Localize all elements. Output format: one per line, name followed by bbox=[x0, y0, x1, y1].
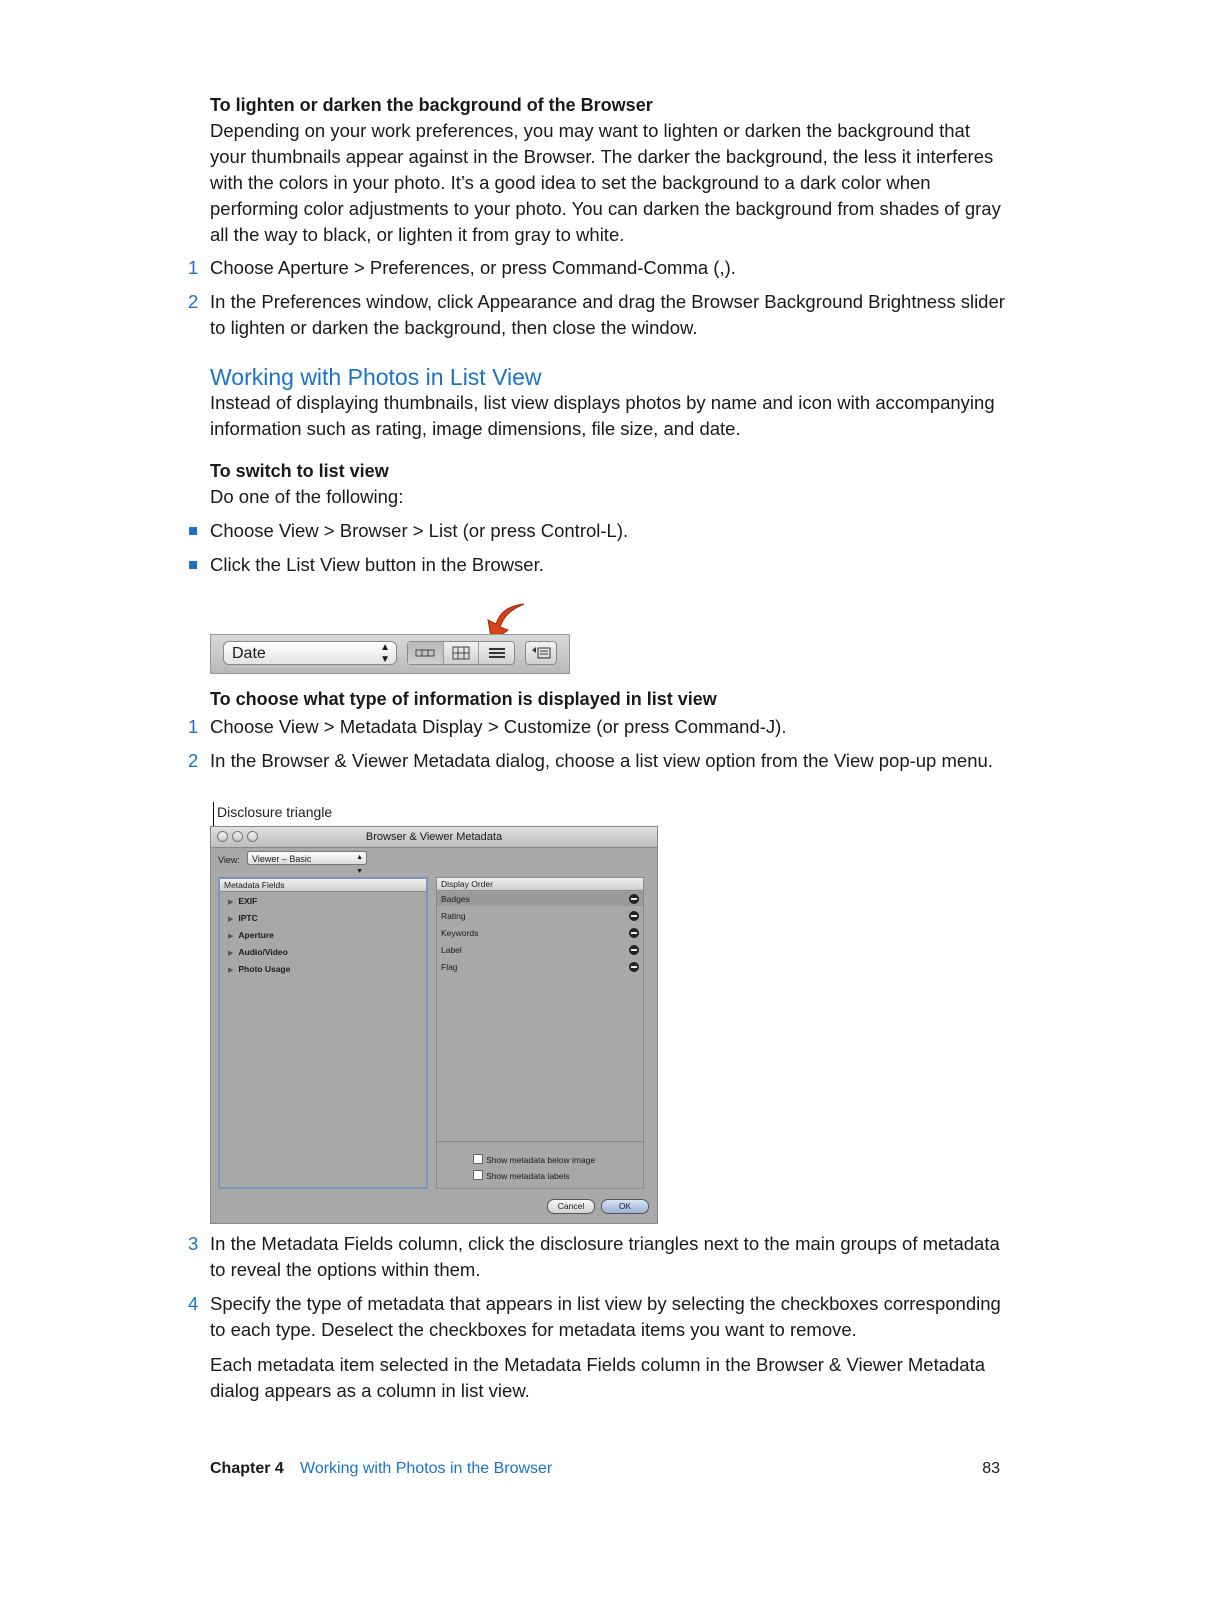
task-title-background: To lighten or darken the background of the Browser bbox=[210, 95, 653, 115]
step-text: Choose View > Metadata Display > Customize (or press Command-J). bbox=[210, 716, 787, 737]
pane-divider bbox=[437, 1141, 643, 1142]
field-label: EXIF bbox=[238, 896, 258, 906]
bullet-text: Click the List View button in the Browser. bbox=[210, 554, 544, 575]
order-item-keywords[interactable] bbox=[437, 926, 643, 940]
filmstrip-view-button[interactable] bbox=[408, 642, 444, 664]
step-number: 1 bbox=[188, 257, 199, 278]
metadata-dialog bbox=[210, 826, 658, 1224]
dialog-title: Browser & Viewer Metadata bbox=[365, 831, 503, 843]
display-order-pane bbox=[436, 877, 644, 1189]
lead-text: Do one of the following: bbox=[210, 486, 404, 507]
zoom-icon[interactable] bbox=[247, 831, 258, 842]
swap-viewer-button[interactable] bbox=[525, 641, 557, 665]
field-photo-usage[interactable] bbox=[228, 962, 290, 976]
grid-view-button[interactable] bbox=[444, 642, 480, 664]
disclosure-triangle-icon[interactable]: ▶ bbox=[228, 933, 234, 940]
disclosure-triangle-icon[interactable]: ▶ bbox=[228, 916, 234, 923]
bullet-text: Choose View > Browser > List (or press Control-L). bbox=[210, 520, 629, 541]
checkbox-label: Show metadata labels bbox=[486, 1171, 570, 1181]
paragraph-note: Each metadata item selected in the Metadata Fields column in the Browser & Viewer Metadata dialog appears as a column in list view. bbox=[210, 1354, 986, 1401]
step-number: 2 bbox=[188, 750, 199, 771]
order-item-label[interactable] bbox=[437, 943, 643, 957]
step-number: 4 bbox=[188, 1293, 199, 1314]
remove-icon[interactable] bbox=[629, 928, 639, 938]
disclosure-triangle-icon[interactable]: ▶ bbox=[228, 967, 234, 974]
order-label: Flag bbox=[441, 962, 458, 972]
field-label: Audio/Video bbox=[238, 947, 288, 957]
field-aperture[interactable] bbox=[228, 928, 274, 942]
task-title-list-view: To switch to list view bbox=[210, 461, 389, 481]
order-label: Keywords bbox=[441, 928, 479, 938]
checkbox-labels[interactable] bbox=[473, 1170, 570, 1182]
footer-chapter: Chapter 4 bbox=[210, 1460, 284, 1477]
checkbox-label: Show metadata below image bbox=[486, 1155, 596, 1165]
page-number: 83 bbox=[982, 1460, 1000, 1477]
display-order-header: Display Order bbox=[437, 878, 643, 891]
view-label: View: bbox=[218, 855, 240, 865]
section-heading: Working with Photos in List View bbox=[210, 364, 542, 390]
field-label: Photo Usage bbox=[238, 964, 291, 974]
bullet-icon bbox=[189, 527, 197, 535]
field-label: Aperture bbox=[238, 930, 274, 940]
field-exif[interactable] bbox=[228, 894, 257, 908]
footer-chapter-title[interactable]: Working with Photos in the Browser bbox=[300, 1460, 553, 1477]
callout-label: Disclosure triangle bbox=[217, 804, 333, 820]
swap-icon bbox=[530, 646, 552, 660]
step-number: 3 bbox=[188, 1233, 199, 1254]
view-mode-segmented-control bbox=[407, 641, 515, 665]
metadata-fields-header: Metadata Fields bbox=[220, 879, 426, 892]
field-audio-video[interactable] bbox=[228, 945, 288, 959]
paragraph-intro: Instead of displaying thumbnails, list view displays photos by name and icon with accompanying information such as rating, image dimensions, file size, and date. bbox=[210, 392, 995, 439]
remove-icon[interactable] bbox=[629, 911, 639, 921]
popup-arrows-icon: ▲ ▼ bbox=[356, 854, 363, 875]
step-text: In the Preferences window, click Appearance and drag the Browser Background Brightness slider to lighten or darken the background, then close the window. bbox=[210, 291, 1005, 338]
step-number: 2 bbox=[188, 291, 199, 312]
paragraph-background: Depending on your work preferences, you may want to lighten or darken the background that your thumbnails appear against in the Browser. The darker the background, the less it interferes with the colors in your photo. It’s a good idea to set the background to a dark color when performing color adjustments to your photo. You can darken the background from shades of gray all the way to black, or lighten it from gray to white. bbox=[210, 120, 1001, 245]
disclosure-triangle-icon[interactable]: ▶ bbox=[228, 950, 234, 957]
dialog-titlebar bbox=[211, 827, 657, 848]
order-item-badges[interactable] bbox=[437, 892, 643, 906]
order-item-flag[interactable] bbox=[437, 960, 643, 974]
task-title-metadata: To choose what type of information is displayed in list view bbox=[210, 689, 717, 709]
field-label: IPTC bbox=[238, 913, 258, 923]
popup-arrows-icon: ▲ ▼ bbox=[380, 642, 390, 665]
sort-popup-value: Date bbox=[232, 645, 266, 662]
step-text: Choose Aperture > Preferences, or press Command-Comma (,). bbox=[210, 257, 736, 278]
checkbox[interactable] bbox=[473, 1154, 483, 1164]
field-iptc[interactable] bbox=[228, 911, 258, 925]
minimize-icon[interactable] bbox=[232, 831, 243, 842]
close-icon[interactable] bbox=[217, 831, 228, 842]
view-popup[interactable] bbox=[247, 851, 367, 875]
list-icon bbox=[488, 647, 506, 659]
checkbox-below-image[interactable] bbox=[473, 1154, 595, 1166]
bullet-icon bbox=[189, 561, 197, 569]
metadata-fields-pane bbox=[218, 877, 428, 1189]
order-label: Label bbox=[441, 945, 462, 955]
sort-popup[interactable] bbox=[223, 641, 397, 665]
order-label: Rating bbox=[441, 911, 466, 921]
remove-icon[interactable] bbox=[629, 945, 639, 955]
order-label: Badges bbox=[441, 894, 470, 904]
browser-toolbar bbox=[210, 634, 570, 674]
order-item-rating[interactable] bbox=[437, 909, 643, 923]
cancel-button[interactable]: Cancel bbox=[547, 1199, 595, 1214]
remove-icon[interactable] bbox=[629, 962, 639, 972]
list-view-button[interactable] bbox=[479, 642, 514, 664]
grid-icon bbox=[452, 646, 470, 660]
step-text: In the Browser & Viewer Metadata dialog, choose a list view option from the View pop-up menu. bbox=[210, 750, 993, 771]
step-number: 1 bbox=[188, 716, 199, 737]
checkbox[interactable] bbox=[473, 1170, 483, 1180]
remove-icon[interactable] bbox=[629, 894, 639, 904]
filmstrip-icon bbox=[415, 648, 435, 658]
step-text: In the Metadata Fields column, click the disclosure triangles next to the main groups of metadata to reveal the options within them. bbox=[210, 1233, 1000, 1280]
view-popup-value: Viewer – Basic bbox=[252, 854, 312, 864]
ok-button[interactable]: OK bbox=[601, 1199, 649, 1214]
disclosure-triangle-icon[interactable]: ▶ bbox=[228, 899, 234, 906]
step-text: Specify the type of metadata that appears in list view by selecting the checkboxes corresponding to each type. Deselect the checkboxes for metadata items you want to remove. bbox=[210, 1293, 1001, 1340]
